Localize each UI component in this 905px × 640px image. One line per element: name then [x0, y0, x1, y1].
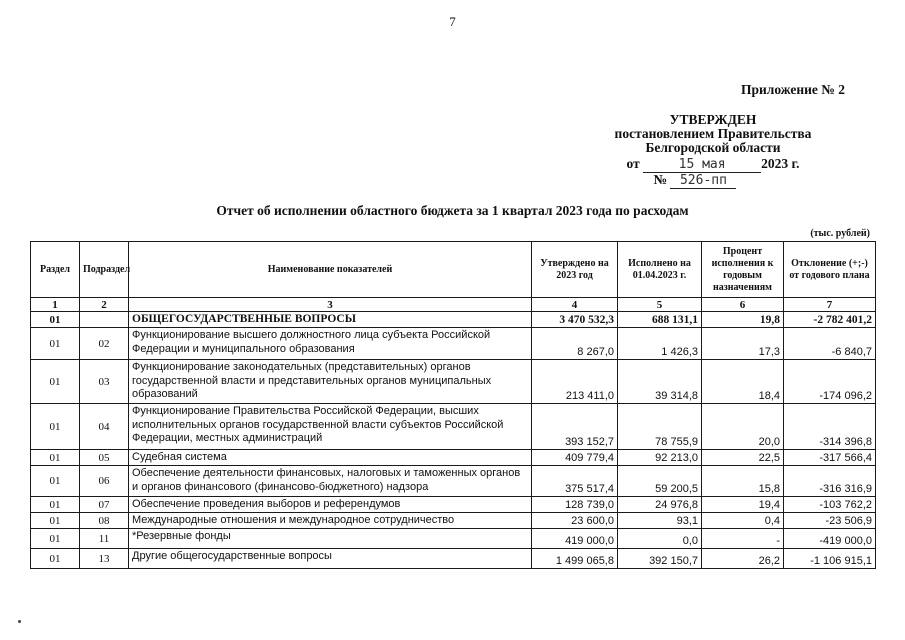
cell-podrazdel: 04 — [80, 404, 129, 450]
column-number: 6 — [702, 298, 784, 312]
cell-executed: 78 755,9 — [618, 404, 702, 450]
table-row — [31, 466, 876, 497]
header-razdel: Раздел — [31, 242, 80, 298]
cell-executed: 392 150,7 — [618, 549, 702, 569]
cell-percent: 20,0 — [702, 404, 784, 450]
cell-executed: 59 200,5 — [618, 466, 702, 497]
header-podrazdel: Подраздел — [80, 242, 129, 298]
cell-razdel: 01 — [31, 513, 80, 529]
approval-line1: УТВЕРЖДЕН — [669, 112, 757, 127]
cell-approved: 393 152,7 — [532, 404, 618, 450]
cell-podrazdel: 07 — [80, 497, 129, 513]
column-number: 7 — [784, 298, 876, 312]
report-title: Отчет об исполнении областного бюджета за 1 квартал 2023 года по расходам — [216, 203, 689, 218]
cell-podrazdel: 03 — [80, 360, 129, 404]
cell-deviation: -103 762,2 — [784, 497, 876, 513]
cell-name: Функционирование высшего должностного лица субъекта Российской Федерации и муниципального образования — [129, 328, 532, 360]
cell-deviation: -317 566,4 — [784, 450, 876, 466]
column-number: 3 — [129, 298, 532, 312]
appendix-label: Приложение № 2 — [741, 82, 845, 97]
cell-percent: 26,2 — [702, 549, 784, 569]
cell-podrazdel: 11 — [80, 529, 129, 549]
cell-name: Судебная система — [129, 450, 532, 466]
header-executed: Исполнено на 01.04.2023 г. — [618, 242, 702, 298]
cell-razdel: 01 — [31, 404, 80, 450]
page-number: 7 — [449, 14, 456, 29]
cell-executed: 93,1 — [618, 513, 702, 529]
header-name: Наименование показателей — [129, 242, 532, 298]
cell-deviation: -23 506,9 — [784, 513, 876, 529]
cell-deviation: -1 106 915,1 — [784, 549, 876, 569]
cell-executed: 39 314,8 — [618, 360, 702, 404]
cell-approved: 128 739,0 — [532, 497, 618, 513]
column-number-row — [31, 298, 876, 312]
cell-razdel: 01 — [31, 312, 80, 328]
cell-deviation: -2 782 401,2 — [784, 312, 876, 328]
cell-podrazdel: 05 — [80, 450, 129, 466]
cell-approved: 23 600,0 — [532, 513, 618, 529]
header-row — [31, 242, 876, 298]
cell-percent: 15,8 — [702, 466, 784, 497]
cell-podrazdel — [80, 312, 129, 328]
approval-date-line — [583, 157, 843, 173]
scan-speck — [18, 620, 21, 623]
cell-percent: - — [702, 529, 784, 549]
cell-name: *Резервные фонды — [129, 529, 532, 549]
cell-razdel: 01 — [31, 529, 80, 549]
cell-razdel: 01 — [31, 497, 80, 513]
cell-razdel: 01 — [31, 360, 80, 404]
cell-approved: 1 499 065,8 — [532, 549, 618, 569]
date-handwritten: 15 мая — [643, 158, 761, 173]
cell-razdel: 01 — [31, 466, 80, 497]
cell-podrazdel: 13 — [80, 549, 129, 569]
cell-razdel: 01 — [31, 549, 80, 569]
units-label: (тыс. рублей) — [810, 228, 870, 239]
cell-razdel: 01 — [31, 450, 80, 466]
cell-name: Международные отношения и международное сотрудничество — [129, 513, 532, 529]
cell-podrazdel: 06 — [80, 466, 129, 497]
cell-approved: 3 470 532,3 — [532, 312, 618, 328]
approval-line2: постановлением Правительства — [614, 126, 812, 141]
cell-percent: 17,3 — [702, 328, 784, 360]
table-row — [31, 312, 876, 328]
table-row — [31, 513, 876, 529]
cell-deviation: -314 396,8 — [784, 404, 876, 450]
cell-name: Функционирование законодательных (представительных) органов государственной власти и представительных органов муниципальных образований — [129, 360, 532, 404]
header-approved: Утверждено на 2023 год — [532, 242, 618, 298]
cell-name: ОБЩЕГОСУДАРСТВЕННЫЕ ВОПРОСЫ — [129, 312, 532, 328]
cell-name: Обеспечение деятельности финансовых, налоговых и таможенных органов и органов финансового (финансово-бюджетного) надзора — [129, 466, 532, 497]
cell-percent: 19,8 — [702, 312, 784, 328]
header-percent: Процент исполнения к годовым назначениям — [702, 242, 784, 298]
table-row — [31, 450, 876, 466]
cell-executed: 1 426,3 — [618, 328, 702, 360]
cell-percent: 19,4 — [702, 497, 784, 513]
cell-executed: 92 213,0 — [618, 450, 702, 466]
date-prefix: от — [626, 156, 640, 171]
table-row — [31, 404, 876, 450]
number-handwritten: 526-пп — [670, 174, 736, 189]
approval-block — [583, 113, 843, 189]
cell-podrazdel: 08 — [80, 513, 129, 529]
cell-approved: 213 411,0 — [532, 360, 618, 404]
cell-razdel: 01 — [31, 328, 80, 360]
cell-executed: 688 131,1 — [618, 312, 702, 328]
header-deviation: Отклонение (+;-) от годового плана — [784, 242, 876, 298]
cell-percent: 22,5 — [702, 450, 784, 466]
cell-executed: 24 976,8 — [618, 497, 702, 513]
cell-approved: 419 000,0 — [532, 529, 618, 549]
cell-approved: 8 267,0 — [532, 328, 618, 360]
column-number: 4 — [532, 298, 618, 312]
table-row — [31, 360, 876, 404]
cell-name: Функционирование Правительства Российской Федерации, высших исполнительных органов государственной власти субъектов Российской Федерации, местных администраций — [129, 404, 532, 450]
cell-percent: 18,4 — [702, 360, 784, 404]
approval-line3: Белгородской области — [645, 140, 781, 155]
number-prefix: № — [653, 172, 668, 187]
cell-percent: 0,4 — [702, 513, 784, 529]
expenditure-table — [30, 241, 876, 569]
cell-deviation: -316 316,9 — [784, 466, 876, 497]
date-suffix: 2023 г. — [761, 156, 800, 171]
column-number: 2 — [80, 298, 129, 312]
table-row — [31, 497, 876, 513]
approval-number-line — [583, 173, 807, 189]
column-number: 5 — [618, 298, 702, 312]
cell-podrazdel: 02 — [80, 328, 129, 360]
cell-approved: 375 517,4 — [532, 466, 618, 497]
cell-approved: 409 779,4 — [532, 450, 618, 466]
cell-executed: 0,0 — [618, 529, 702, 549]
cell-name: Обеспечение проведения выборов и референдумов — [129, 497, 532, 513]
table-row — [31, 529, 876, 549]
column-number: 1 — [31, 298, 80, 312]
cell-deviation: -419 000,0 — [784, 529, 876, 549]
cell-deviation: -6 840,7 — [784, 328, 876, 360]
cell-name: Другие общегосударственные вопросы — [129, 549, 532, 569]
cell-deviation: -174 096,2 — [784, 360, 876, 404]
table-row — [31, 549, 876, 569]
table-row — [31, 328, 876, 360]
